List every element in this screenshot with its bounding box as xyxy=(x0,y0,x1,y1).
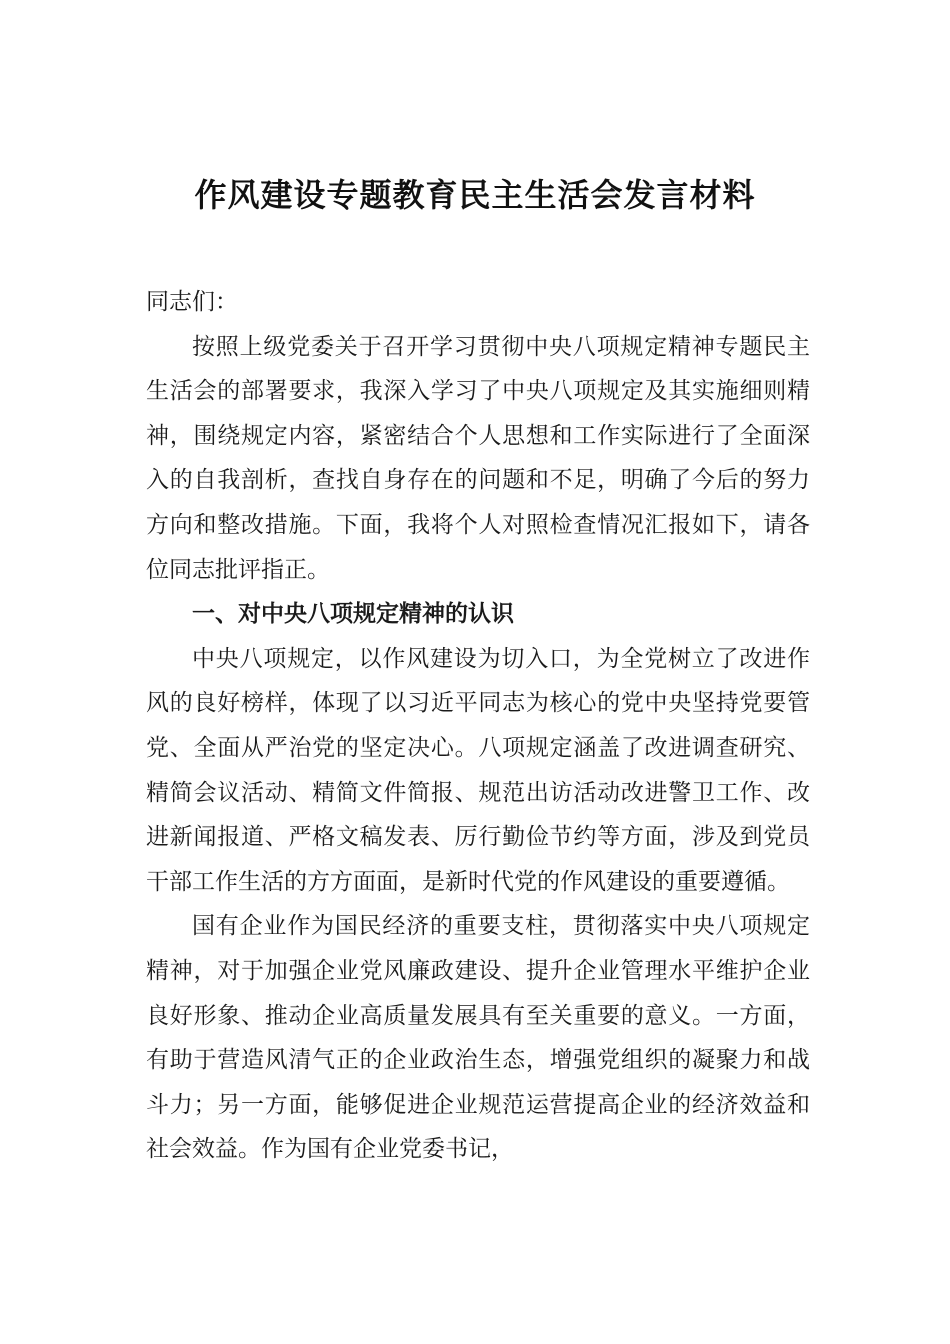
document-title: 作风建设专题教育民主生活会发言材料 xyxy=(194,176,756,214)
salutation: 同志们： xyxy=(146,289,238,315)
document-body xyxy=(146,280,810,1172)
section-paragraph: 国有企业作为国民经济的重要支柱，贯彻落实中央八项规定精神，对于加强企业党风廉政建设、提升企业管理水平维护企业良好形象、推动企业高质量发展具有至关重要的意义。一方面，有助于营造风清气正的企业政治生态，增强党组织的凝聚力和战斗力；另一方面，能够促进企业规范运营提高企业的经济效益和社会效益。作为国有企业党委书记， xyxy=(146,913,810,1163)
intro-paragraph: 按照上级党委关于召开学习贯彻中央八项规定精神专题民主生活会的部署要求，我深入学习了中央八项规定及其实施细则精神，围绕规定内容，紧密结合个人思想和工作实际进行了全面深入的自我剖析，查找自身存在的问题和不足，明确了今后的努力方向和整改措施。下面，我将个人对照检查情况汇报如下，请各位同志批评指正。 xyxy=(146,333,810,583)
section-paragraph: 中央八项规定，以作风建设为切入口，为全党树立了改进作风的良好榜样，体现了以习近平同志为核心的党中央坚持党要管党、全面从严治党的坚定决心。八项规定涵盖了改进调查研究、精简会议活动、精简文件简报、规范出访活动改进警卫工作、改进新闻报道、严格文稿发表、厉行勤俭节约等方面，涉及到党员干部工作生活的方方面面，是新时代党的作风建设的重要遵循。 xyxy=(146,645,810,895)
section-heading: 一、对中央八项规定精神的认识 xyxy=(192,601,514,628)
